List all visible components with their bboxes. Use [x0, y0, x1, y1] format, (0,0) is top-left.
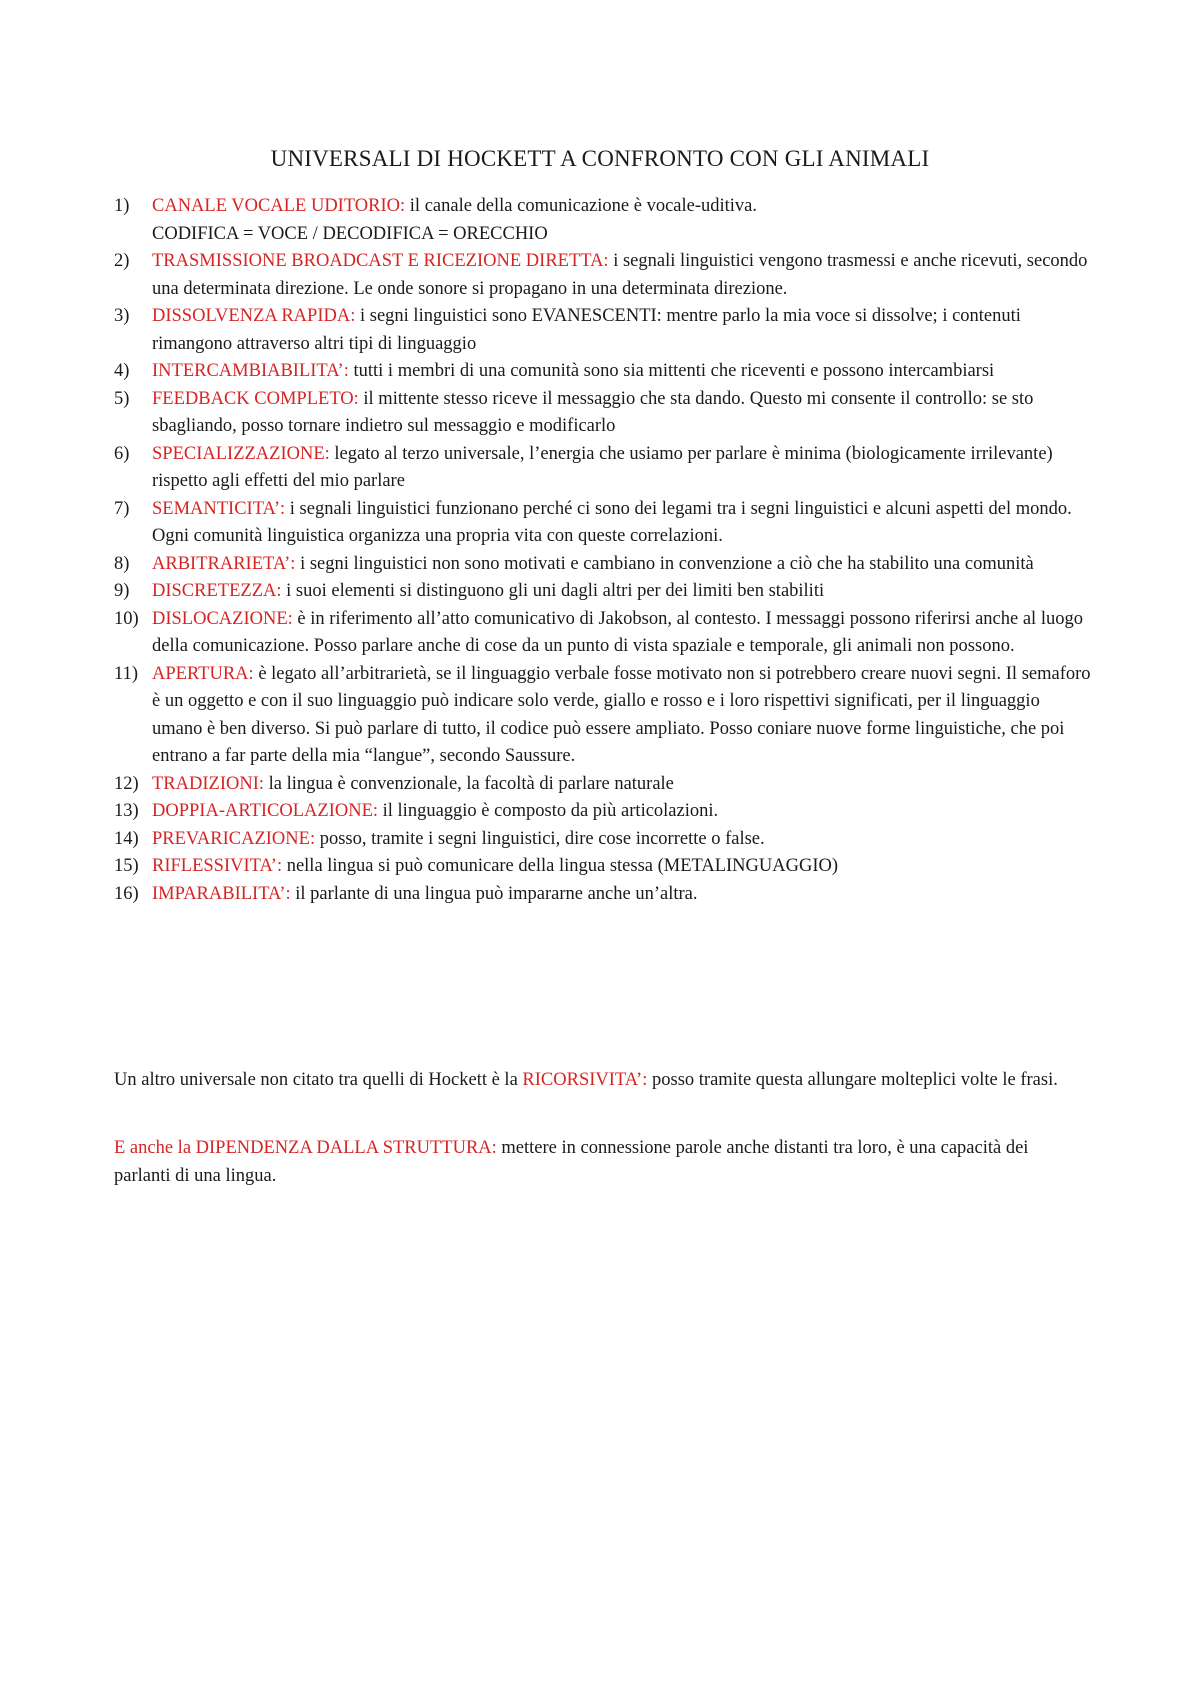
item-term: PREVARICAZIONE: [152, 828, 316, 849]
item-description: è in riferimento all’atto comunicativo di Jakobson, al contesto. I messaggi possono riferirsi anche al luogo della comunicazione. Posso parlare anche di cose da un punto di vista spaziale e temporale, gli animali non possono. [152, 608, 1083, 656]
ricorsivita-paragraph [114, 1067, 1074, 1095]
list-item [114, 193, 1094, 248]
item-term: TRADIZIONI: [152, 773, 265, 794]
item-description: posso, tramite i segni linguistici, dire cose incorrette o false. [319, 828, 765, 849]
item-number: 7) [114, 498, 130, 519]
item-description: la lingua è convenzionale, la facoltà di parlare naturale [268, 773, 674, 794]
item-term: SPECIALIZZAZIONE: [152, 443, 330, 464]
item-term: DISLOCAZIONE: [152, 608, 293, 629]
item-number: 4) [114, 361, 130, 381]
item-term: RIFLESSIVITA’: [152, 856, 283, 876]
item-term: ARBITRARIETA’: [152, 553, 296, 574]
paragraph-text: posso tramite questa allungare molteplici volte le frasi. [652, 1070, 1058, 1090]
page-title: UNIVERSALI DI HOCKETT A CONFRONTO CON GLI ANIMALI [270, 146, 930, 171]
list-item [114, 661, 1094, 771]
item-term: DOPPIA-ARTICOLAZIONE: [152, 801, 379, 821]
universals-list [114, 193, 1094, 908]
item-description: CODIFICA = VOCE / DECODIFICA = ORECCHIO [152, 223, 548, 244]
list-item [114, 358, 1094, 386]
item-description: i segnali linguistici vengono trasmessi e anche ricevuti, secondo una determinata direzione. Le onde sonore si propagano in una determinata direzione. [152, 251, 1088, 299]
item-number: 1) [114, 196, 130, 216]
item-number: 15) [114, 856, 139, 876]
list-item [114, 853, 1094, 881]
item-description: tutti i membri di una comunità sono sia mittenti che riceventi e possono intercambiarsi [353, 361, 995, 381]
list-item [114, 771, 1094, 799]
item-number: 6) [114, 443, 130, 464]
list-item [114, 441, 1094, 496]
item-description: il canale della comunicazione è vocale-uditiva. [409, 196, 758, 216]
list-item [114, 248, 1094, 303]
ricorsivita-term: RICORSIVITA’: [522, 1070, 648, 1090]
item-number: 3) [114, 306, 130, 326]
item-description: i segni linguistici sono EVANESCENTI: mentre parlo la mia voce si dissolve; i contenuti rimangono attraverso altri tipi di linguaggio [152, 306, 1021, 354]
item-description: il linguaggio è composto da più articolazioni. [382, 801, 719, 821]
item-description: è legato all’arbitrarietà, se il linguaggio verbale fosse motivato non si potrebbero creare nuovi segni. Il semaforo è un oggetto e con il suo linguaggio può indicare solo verde, giallo e rosso e i loro rispettivi significati, per il linguaggio umano è ben diverso. Si può parlare di tutto, il codice può essere ampliato. Posso coniare nuove forme linguistiche, che poi entrano a far parte della mia “langue”, secondo Saussure. [152, 663, 1091, 766]
list-item [114, 798, 1094, 826]
item-description: legato al terzo universale, l’energia che usiamo per parlare è minima (biologicamente irrilevante) rispetto agli effetti del mio parlare [152, 443, 1053, 491]
item-term: SEMANTICITA’: [152, 498, 286, 519]
list-item [114, 826, 1094, 854]
item-term: IMPARABILITA’: [152, 883, 291, 904]
item-number: 5) [114, 388, 130, 409]
list-item [114, 606, 1094, 661]
item-number: 16) [114, 883, 139, 904]
item-number: 9) [114, 581, 130, 601]
item-term: CANALE VOCALE UDITORIO: [152, 196, 406, 216]
item-number: 14) [114, 828, 139, 849]
item-number: 12) [114, 773, 139, 794]
item-description: i segnali linguistici funzionano perché ci sono dei legami tra i segni linguistici e alcuni aspetti del mondo. Ogni comunità linguistica organizza una propria vita con queste correlazioni. [152, 498, 1072, 546]
item-description: i suoi elementi si distinguono gli uni dagli altri per dei limiti ben stabiliti [286, 581, 825, 601]
list-item [114, 496, 1094, 551]
item-description: i segni linguistici non sono motivati e cambiano in convenzione a ciò che ha stabilito una comunità [300, 553, 1034, 574]
item-description: il parlante di una lingua può impararne anche un’altra. [295, 883, 698, 904]
item-number: 10) [114, 608, 139, 629]
paragraph-text: mettere in connessione parole anche distanti tra loro, è una capacità dei parlanti di una lingua. [114, 1138, 1029, 1186]
dipendenza-paragraph [114, 1135, 1074, 1190]
item-term: DISSOLVENZA RAPIDA: [152, 306, 356, 326]
item-description: nella lingua si può comunicare della lingua stessa (METALINGUAGGIO) [286, 856, 839, 876]
list-item [114, 551, 1094, 579]
item-number: 2) [114, 251, 130, 271]
dipendenza-term: E anche la DIPENDENZA DALLA STRUTTURA: [114, 1138, 497, 1158]
item-term: TRASMISSIONE BROADCAST E RICEZIONE DIRETTA: [152, 251, 609, 271]
item-term: APERTURA: [152, 663, 254, 684]
item-term: DISCRETEZZA: [152, 581, 282, 601]
item-description: il mittente stesso riceve il messaggio che sta dando. Questo mi consente il controllo: se sto sbagliando, posso tornare indietro sul messaggio e modificarlo [152, 388, 1034, 436]
item-term: INTERCAMBIABILITA’: [152, 361, 349, 381]
item-term: FEEDBACK COMPLETO: [152, 388, 359, 409]
list-item [114, 578, 1094, 606]
paragraph-text: Un altro universale non citato tra quelli di Hockett è la [114, 1070, 518, 1090]
item-number: 8) [114, 553, 130, 574]
list-item [114, 303, 1094, 358]
list-item [114, 881, 1094, 909]
list-item [114, 386, 1094, 441]
item-number: 11) [114, 663, 138, 684]
item-number: 13) [114, 801, 139, 821]
